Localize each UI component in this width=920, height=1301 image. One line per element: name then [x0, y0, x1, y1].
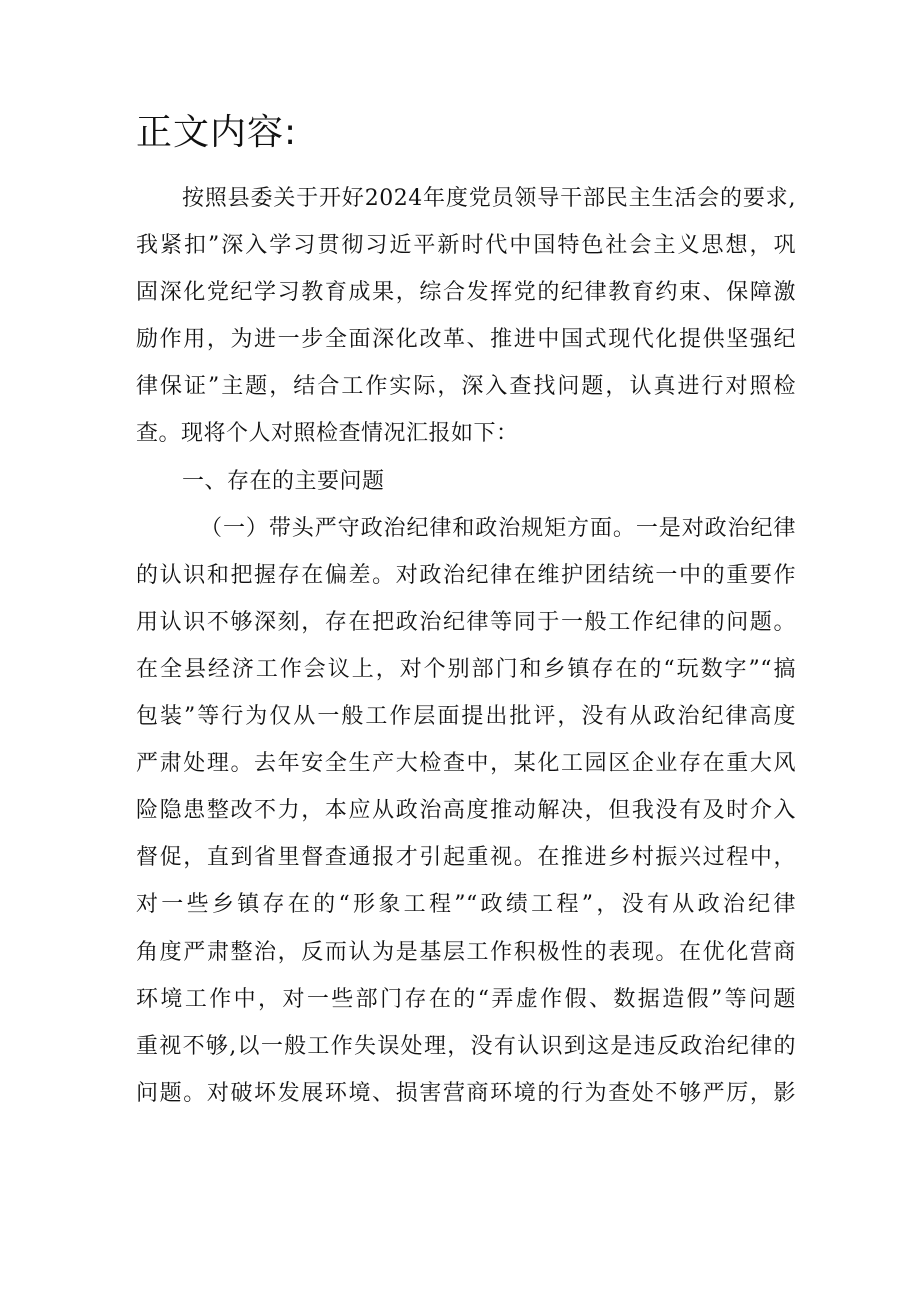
document-body	[136, 175, 796, 1117]
paragraph-line: （一）带头严守政治纪律和政治规矩方面。一是对政治纪律	[200, 515, 796, 541]
paragraph-line: 问题。对破坏发展环境、损害营商环境的行为查处不够严厉，影	[136, 1080, 796, 1106]
paragraph-line: 重视不够,以一般工作失误处理，没有认识到这是违反政治纪律的	[136, 1033, 796, 1059]
paragraph-line: 环境工作中，对一些部门存在的“弄虚作假、数据造假”等问题	[136, 986, 796, 1012]
paragraph-line: 用认识不够深刻，存在把政治纪律等同于一般工作纪律的问题。	[136, 609, 796, 635]
paragraph-line: 包装”等行为仅从一般工作层面提出批评，没有从政治纪律高度	[136, 704, 796, 730]
paragraph-line: 查。现将个人对照检查情况汇报如下：	[136, 421, 519, 447]
paragraph-line: 律保证”主题，结合工作实际，深入查找问题，认真进行对照检	[136, 374, 796, 400]
paragraph-line: 对一些乡镇存在的“形象工程”“政绩工程”，没有从政治纪律	[136, 892, 796, 918]
section-heading: 一、存在的主要问题	[182, 468, 385, 494]
paragraph-line: 励作用，为进一步全面深化改革、推进中国式现代化提供坚强纪	[136, 327, 796, 353]
paragraph-line: 督促，直到省里督查通报才引起重视。在推进乡村振兴过程中，	[136, 845, 796, 871]
paragraph-line: 的认识和把握存在偏差。对政治纪律在维护团结统一中的重要作	[136, 562, 796, 588]
page-title: 正文内容:	[136, 112, 298, 153]
paragraph-line: 险隐患整改不力，本应从政治高度推动解决，但我没有及时介入	[136, 798, 796, 824]
paragraph-line: 固深化党纪学习教育成果，综合发挥党的纪律教育约束、保障激	[136, 280, 796, 306]
paragraph-line: 在全县经济工作会议上，对个别部门和乡镇存在的“玩数字”“搞	[136, 656, 796, 682]
paragraph-line: 角度严肃整治，反而认为是基层工作积极性的表现。在优化营商	[136, 939, 796, 965]
paragraph-line: 按照县委关于开好2024年度党员领导干部民主生活会的要求,	[182, 186, 796, 211]
paragraph-line: 严肃处理。去年安全生产大检查中，某化工园区企业存在重大风	[136, 751, 796, 777]
paragraph-line: 我紧扣”深入学习贯彻习近平新时代中国特色社会主义思想，巩	[136, 233, 796, 259]
